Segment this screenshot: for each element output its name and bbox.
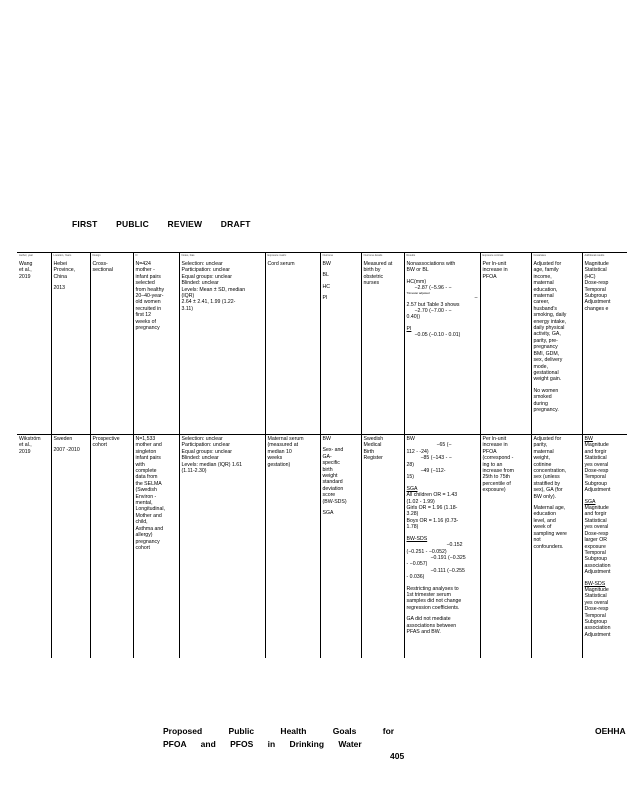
- contrast-cell: [480, 260, 531, 435]
- text-line: Subgroup: [584, 618, 607, 625]
- text-line: Medical: [363, 442, 382, 449]
- text-line: Selection: unclear: [181, 436, 223, 442]
- text-line: allergy): [135, 532, 153, 539]
- outcome-details-cell: [361, 260, 404, 435]
- text-line: Dose-resp: [584, 468, 609, 475]
- text-line: GA-: [322, 453, 332, 460]
- text-line: Equal groups: unclear: [181, 273, 232, 280]
- text-line: HC: [322, 283, 330, 290]
- text-line: PI: [406, 325, 412, 332]
- text-line: complete: [135, 468, 157, 475]
- text-line: Adjustment: [584, 569, 611, 576]
- text-line: weeks of: [135, 318, 156, 325]
- text-line: BW: [406, 436, 415, 442]
- text-line: Longitudinal,: [135, 506, 165, 513]
- text-line: confounders.: [533, 543, 564, 550]
- text-line: Subgroup: [584, 556, 607, 563]
- text-line: - 0.036): [406, 574, 425, 581]
- text-line: specific: [322, 460, 340, 467]
- sample-cell: [133, 435, 179, 659]
- header-cell: Exposure contrast: [480, 253, 531, 261]
- text-line: level, and: [533, 517, 556, 524]
- text-line: increase in: [482, 267, 508, 274]
- text-line: 2.64 ± 2.41, 1.99 (1.22-: [181, 299, 236, 306]
- text-line: (1.02 - 1.99): [406, 498, 435, 505]
- text-line: (−0.251 - −0.052): [406, 548, 447, 555]
- text-line: BW only).: [533, 493, 556, 500]
- header-cell: Design: [90, 253, 133, 261]
- text-line: Dose-resp: [584, 280, 609, 287]
- text-line: percentile of: [482, 480, 511, 487]
- text-line: first 12: [135, 312, 152, 319]
- text-line: sex (unless: [533, 474, 560, 481]
- text-line: −65 (−: [436, 442, 452, 449]
- text-line: (1.11-2.30): [181, 468, 207, 475]
- author-cell: [17, 260, 51, 435]
- header-cell: Outcome: [320, 253, 361, 261]
- text-line: pregnancy: [533, 344, 558, 351]
- text-line: BW: [322, 436, 331, 442]
- text-line: parity, pre-: [533, 337, 558, 344]
- text-line: median 10: [267, 448, 292, 455]
- text-line: Register: [363, 455, 383, 462]
- text-line: Levels: median (IQR) 1.61: [181, 461, 243, 468]
- text-line: Subgroup: [584, 480, 607, 487]
- text-line: income,: [533, 273, 552, 280]
- text-line: Temporal: [584, 612, 606, 619]
- text-line: gestation): [267, 461, 291, 468]
- text-line: Sweden: [53, 436, 73, 442]
- header-cell: N: [133, 253, 179, 261]
- text-line: Adjusted for: [533, 436, 562, 442]
- location-cell: [51, 435, 90, 659]
- text-line: mental,: [135, 500, 153, 507]
- outcome-details-cell: [361, 435, 404, 659]
- text-line: recruited in: [135, 305, 162, 312]
- text-line: 2007 -2010: [53, 447, 80, 454]
- text-line: Nonassociations with: [406, 261, 456, 267]
- table-row: [17, 435, 627, 659]
- text-line: −49 (−112-: [420, 468, 446, 475]
- outcome-cell: [320, 435, 361, 659]
- text-line: increase from: [482, 468, 514, 475]
- text-line: 1st trimester serum: [406, 591, 451, 598]
- text-line: Participation: unclear: [181, 267, 230, 274]
- text-line: Province,: [53, 267, 76, 274]
- text-line: maternal: [533, 280, 554, 287]
- text-line: PFOA: [482, 273, 497, 280]
- footer-title-line-1: Proposed Public Health Goals for: [163, 726, 395, 736]
- text-line: N=1,533: [135, 436, 156, 442]
- text-line: from healthy: [135, 286, 165, 293]
- covariates-cell: [531, 260, 582, 435]
- text-line: nurses: [363, 280, 380, 287]
- text-line: BW-SDS: [584, 580, 606, 587]
- text-line: Temporal: [584, 549, 606, 556]
- text-line: with: [135, 461, 145, 468]
- text-line: Mother and: [135, 512, 162, 519]
- text-line: Maternal age,: [533, 505, 566, 512]
- text-line: energy intake,: [533, 318, 567, 325]
- text-line: Girls OR = 1.96 (1.18-: [406, 505, 458, 512]
- text-line: exposure): [482, 487, 506, 494]
- text-line: (IQR): [181, 293, 195, 300]
- text-line: deviation: [322, 485, 344, 492]
- footer-title-line-2: PFOA and PFOS in Drinking Water: [163, 739, 362, 749]
- text-line: −0.191 (−0.325: [430, 554, 466, 561]
- text-line: Environ -: [135, 493, 157, 500]
- text-line: during: [533, 400, 548, 407]
- text-line: Adjustment: [584, 299, 611, 306]
- text-line: obstetric: [363, 273, 384, 280]
- text-line: –: [474, 295, 478, 302]
- text-line: husband's: [533, 305, 557, 312]
- text-line: Maternal serum: [267, 436, 304, 442]
- text-line: standard: [322, 479, 343, 486]
- text-line: BMI, GDM,: [533, 350, 560, 357]
- text-line: (BW-SDS): [322, 498, 347, 505]
- text-line: score: [322, 492, 336, 499]
- text-line: Prospective: [92, 436, 120, 442]
- text-line: Blinded: unclear: [181, 455, 219, 462]
- text-line: ing to an: [482, 461, 503, 468]
- text-line: HC(mm): [406, 278, 427, 285]
- location-cell: [51, 260, 90, 435]
- text-line: Magnitude: [584, 505, 609, 512]
- text-line: sectional: [92, 267, 113, 274]
- text-line: the SELMA: [135, 480, 162, 487]
- header-cell: Additional results: [582, 253, 627, 261]
- text-line: weight gain.: [533, 376, 562, 383]
- text-line: pregnancy: [135, 325, 160, 332]
- text-line: Birth: [363, 448, 375, 455]
- evidence-table: [17, 252, 627, 658]
- text-line: BW: [322, 261, 331, 267]
- text-line: PFAS and BW.: [406, 628, 441, 635]
- matrix-cell: [265, 435, 320, 659]
- author-cell: [17, 435, 51, 659]
- text-line: old women: [135, 299, 161, 306]
- text-line: Adjustment: [584, 631, 611, 638]
- additional-cell: [582, 435, 627, 659]
- table-header-row: [17, 253, 627, 261]
- text-line: selected: [135, 280, 155, 287]
- text-line: Levels: Mean ± SD, median: [181, 286, 246, 293]
- text-line: SGA: [322, 510, 334, 517]
- text-line: SGA: [584, 498, 596, 505]
- results-cell: [404, 260, 480, 435]
- text-line: maternal: [533, 293, 554, 300]
- text-line: 28): [406, 461, 414, 468]
- text-line: mode,: [533, 363, 548, 370]
- text-line: education: [533, 511, 556, 518]
- text-line: cotinine: [533, 461, 552, 468]
- text-line: Adjustment: [584, 487, 611, 494]
- text-line: 3.11): [181, 305, 193, 312]
- text-line: Restricting analyses to: [406, 585, 459, 592]
- text-line: exposure: [584, 543, 606, 550]
- header-cell: Location, Years: [51, 253, 90, 261]
- draft-label: FIRST PUBLIC REVIEW DRAFT: [72, 219, 251, 229]
- results-cell: [404, 435, 480, 659]
- text-line: birth by: [363, 267, 381, 274]
- header-cell: Exposure matrix: [265, 253, 320, 261]
- text-line: Per ln-unit: [482, 436, 507, 442]
- text-line: concentration,: [533, 468, 567, 475]
- text-line: sex), GA (for: [533, 487, 563, 494]
- text-line: 15): [406, 474, 414, 481]
- text-line: weight: [322, 473, 338, 480]
- text-line: PFOA: [482, 448, 497, 455]
- text-line: yes overal: [584, 599, 609, 606]
- text-line: GA did not mediate: [406, 616, 451, 623]
- text-line: Cord serum: [267, 261, 295, 267]
- bias-cell: [179, 260, 265, 435]
- footer-org: OEHHA: [595, 726, 626, 736]
- text-line: Asthma and: [135, 525, 164, 532]
- text-line: age, family: [533, 267, 559, 274]
- text-line: Subgroup: [584, 293, 607, 300]
- text-line: 1.78): [406, 524, 419, 531]
- text-line: Temporal: [584, 474, 606, 481]
- text-line: birth: [322, 466, 333, 473]
- text-line: Adjusted for: [533, 261, 562, 267]
- text-line: Cross-: [92, 261, 108, 267]
- header-cell: Results: [404, 253, 480, 261]
- text-line: SGA: [406, 485, 418, 492]
- text-line: Temporal: [584, 286, 606, 293]
- text-line: Magnitude: [584, 442, 609, 449]
- text-line: yes overal: [584, 461, 609, 468]
- design-cell: [90, 435, 133, 659]
- text-line: Trimester adjusted: [406, 290, 430, 295]
- text-line: Swedish: [363, 436, 384, 442]
- matrix-cell: [265, 260, 320, 435]
- text-line: 20–40-year-: [135, 293, 164, 300]
- text-line: 0.40)): [406, 314, 421, 321]
- text-line: N=424: [135, 261, 151, 267]
- text-line: BW: [584, 436, 593, 442]
- text-line: BW or BL: [406, 267, 429, 274]
- text-line: 2019: [19, 273, 31, 280]
- text-line: −0.05 (−0.10 - 0.01): [414, 332, 461, 339]
- text-line: pregnancy: [135, 538, 160, 545]
- text-line: education,: [533, 286, 558, 293]
- text-line: Statistical: [584, 267, 607, 274]
- text-line: 2013: [53, 285, 66, 292]
- text-line: infant pairs: [135, 455, 161, 462]
- text-line: maternal: [533, 448, 554, 455]
- design-cell: [90, 260, 133, 435]
- text-line: career,: [533, 299, 550, 306]
- text-line: Selection: unclear: [181, 261, 223, 267]
- text-line: singleton: [135, 448, 157, 455]
- text-line: and forgir: [584, 511, 607, 518]
- bias-cell: [179, 435, 265, 659]
- sample-cell: [133, 260, 179, 435]
- text-line: Blinded: unclear: [181, 280, 219, 287]
- text-line: (HC): [584, 273, 596, 280]
- text-line: not: [533, 537, 541, 544]
- text-line: −0.111 (−0.255: [430, 567, 465, 574]
- text-line: larger OR: [584, 537, 607, 544]
- text-line: 2.57 but Table 3 shows: [406, 301, 460, 308]
- text-line: PI: [322, 295, 328, 302]
- text-line: infant pairs: [135, 273, 161, 280]
- text-line: association: [584, 625, 611, 632]
- text-line: data from: [135, 474, 158, 481]
- text-line: mother and: [135, 442, 162, 449]
- text-line: Dose-resp: [584, 606, 609, 613]
- text-line: yes overal: [584, 524, 609, 531]
- text-line: Statistical: [584, 455, 607, 462]
- text-line: et al.,: [19, 267, 32, 274]
- text-line: Dose-resp: [584, 530, 609, 537]
- contrast-cell: [480, 435, 531, 659]
- text-line: pregnancy.: [533, 406, 559, 413]
- text-line: and forgir: [584, 448, 607, 455]
- header-cell: Notes, bias: [179, 253, 265, 261]
- text-line: Measured at: [363, 261, 393, 267]
- text-line: gestational: [533, 369, 559, 376]
- text-line: cohort: [135, 544, 150, 551]
- text-line: stratified by: [533, 480, 561, 487]
- text-line: increase in: [482, 442, 508, 449]
- text-line: changes e: [584, 305, 609, 312]
- text-line: Statistical: [584, 593, 607, 600]
- text-line: 3.28): [406, 511, 419, 518]
- text-line: −2.87 (−5.96 - −: [414, 285, 452, 292]
- text-line: sampling were: [533, 530, 567, 537]
- text-line: (Swedish: [135, 487, 157, 494]
- text-line: BW-SDS: [406, 535, 428, 542]
- text-line: Hebei: [53, 261, 68, 267]
- covariates-cell: [531, 435, 582, 659]
- outcome-cell: [320, 260, 361, 435]
- header-cell: Author, year: [17, 253, 51, 261]
- text-line: child,: [135, 519, 148, 526]
- text-line: - −0.057): [406, 561, 428, 568]
- text-line: parity,: [533, 442, 548, 449]
- header-cell: Outcome details: [361, 253, 404, 261]
- text-line: 112 - -24): [406, 448, 429, 455]
- text-line: Magnitude: [584, 586, 609, 593]
- text-line: Wang: [19, 261, 33, 267]
- text-line: −85 (−143 - −: [420, 455, 452, 462]
- text-line: sex, delivery: [533, 357, 563, 364]
- text-line: daily physical: [533, 325, 565, 332]
- text-line: BL: [322, 272, 329, 279]
- text-line: Per ln-unit: [482, 261, 507, 267]
- additional-cell: [582, 260, 627, 435]
- text-line: 2019: [19, 448, 31, 455]
- text-line: associations between: [406, 622, 457, 629]
- text-line: weight,: [533, 455, 550, 462]
- text-line: association: [584, 562, 611, 569]
- text-line: Boys OR = 1.16 (0.73-: [406, 517, 459, 524]
- page-number: 405: [390, 751, 405, 761]
- text-line: activity, GA,: [533, 331, 561, 338]
- header-cell: Covariates: [531, 253, 582, 261]
- text-line: weeks: [267, 455, 283, 462]
- text-line: 25th to 75th: [482, 474, 510, 481]
- text-line: mother -: [135, 267, 155, 274]
- text-line: Wikström: [19, 436, 41, 442]
- text-line: −2.70 (−7.00 - −: [414, 308, 452, 315]
- text-line: Statistical: [584, 517, 607, 524]
- text-line: week of: [533, 524, 552, 531]
- text-line: China: [53, 273, 68, 280]
- text-line: Participation: unclear: [181, 442, 230, 449]
- text-line: All children OR = 1.43: [406, 492, 458, 499]
- text-line: cohort: [92, 442, 107, 449]
- text-line: smoked: [533, 394, 552, 401]
- text-line: (correspond -: [482, 455, 514, 462]
- text-line: Sex- and: [322, 447, 344, 454]
- table-row: [17, 260, 627, 435]
- text-line: Magnitude: [584, 261, 609, 267]
- text-line: samples did not change: [406, 598, 462, 605]
- text-line: regression coefficients.: [406, 604, 460, 611]
- text-line: et al.,: [19, 442, 32, 449]
- text-line: No women: [533, 387, 559, 394]
- text-line: −0.152: [446, 542, 463, 549]
- text-line: smoking, daily: [533, 312, 567, 319]
- text-line: (measured at: [267, 442, 299, 449]
- text-line: Equal groups: unclear: [181, 448, 232, 455]
